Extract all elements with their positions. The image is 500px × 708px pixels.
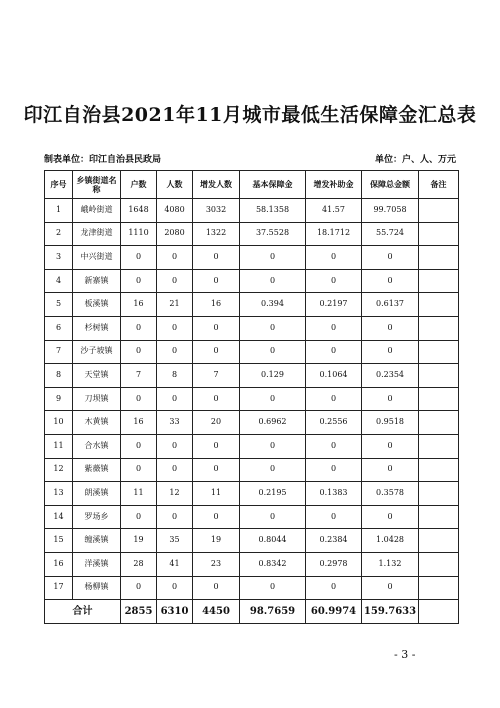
- table-cell: 龙津街道: [73, 222, 121, 246]
- table-cell: 0: [193, 269, 240, 293]
- table-cell: [419, 411, 459, 435]
- table-cell: 0: [157, 269, 193, 293]
- table-cell: 12: [45, 458, 73, 482]
- total-label: 合计: [45, 600, 121, 624]
- table-cell: 0.2978: [306, 552, 362, 576]
- table-row: [45, 269, 459, 293]
- table-cell: [419, 529, 459, 553]
- table-cell: 28: [121, 552, 157, 576]
- table-cell: 1110: [121, 222, 157, 246]
- table-cell: 5: [45, 293, 73, 317]
- table-cell: 杉树镇: [73, 316, 121, 340]
- table-cell: 0.6137: [362, 293, 419, 317]
- table-cell: 33: [157, 411, 193, 435]
- table-cell: 3: [45, 246, 73, 270]
- unit-note: 单位：户、人、万元: [374, 155, 456, 165]
- table-cell: [419, 458, 459, 482]
- header-row: [45, 171, 459, 199]
- total-cell: 6310: [157, 600, 193, 624]
- table-cell: 0.2195: [240, 482, 306, 506]
- table-cell: 0: [240, 505, 306, 529]
- table-row: [45, 434, 459, 458]
- table-cell: 12: [157, 482, 193, 506]
- table-cell: 0: [121, 340, 157, 364]
- table-cell: 刀坝镇: [73, 387, 121, 411]
- table-cell: 罗场乡: [73, 505, 121, 529]
- table-cell: 21: [157, 293, 193, 317]
- table-cell: 峨岭街道: [73, 199, 121, 223]
- table-row: [45, 199, 459, 223]
- table-cell: 0.129: [240, 364, 306, 388]
- table-cell: 0.2556: [306, 411, 362, 435]
- table-cell: 新寨镇: [73, 269, 121, 293]
- table-cell: 0: [193, 316, 240, 340]
- table-cell: 13: [45, 482, 73, 506]
- table-cell: 0.6962: [240, 411, 306, 435]
- table-cell: 14: [45, 505, 73, 529]
- table-cell: 0: [240, 340, 306, 364]
- table-cell: 0.9518: [362, 411, 419, 435]
- table-cell: [419, 364, 459, 388]
- table-row: [45, 505, 459, 529]
- table-cell: 0: [157, 458, 193, 482]
- table-cell: 0.1064: [306, 364, 362, 388]
- table-cell: 0: [362, 246, 419, 270]
- table-cell: 0.1383: [306, 482, 362, 506]
- table-cell: 0: [362, 576, 419, 600]
- table-cell: [419, 340, 459, 364]
- table-cell: [419, 316, 459, 340]
- table-cell: 0.394: [240, 293, 306, 317]
- table-row: [45, 222, 459, 246]
- table-cell: 0: [121, 576, 157, 600]
- table-cell: 58.1358: [240, 199, 306, 223]
- table-cell: 16: [121, 411, 157, 435]
- total-cell: 2855: [121, 600, 157, 624]
- table-cell: 合水镇: [73, 434, 121, 458]
- summary-table: [44, 170, 459, 624]
- table-cell: 99.7058: [362, 199, 419, 223]
- table-cell: 0: [157, 576, 193, 600]
- col-header-index: 序号: [45, 171, 73, 199]
- table-cell: 41: [157, 552, 193, 576]
- table-cell: 0: [157, 316, 193, 340]
- table-row: [45, 340, 459, 364]
- table-cell: 6: [45, 316, 73, 340]
- table-cell: 0.2197: [306, 293, 362, 317]
- table-cell: 0: [157, 434, 193, 458]
- table-cell: 4: [45, 269, 73, 293]
- table-cell: [419, 199, 459, 223]
- table-cell: 0: [362, 340, 419, 364]
- table-cell: 0: [240, 576, 306, 600]
- table-cell: 0: [240, 246, 306, 270]
- table-cell: [419, 387, 459, 411]
- table-cell: 0.2384: [306, 529, 362, 553]
- table-cell: 0: [121, 316, 157, 340]
- table-cell: 0: [121, 269, 157, 293]
- table-cell: 0: [240, 458, 306, 482]
- table-cell: 7: [121, 364, 157, 388]
- table-row: [45, 529, 459, 553]
- table-cell: 16: [45, 552, 73, 576]
- table-cell: 洋溪镇: [73, 552, 121, 576]
- col-header-persons: 人数: [157, 171, 193, 199]
- table-cell: 0: [362, 458, 419, 482]
- table-cell: 0: [362, 434, 419, 458]
- table-cell: 0: [157, 387, 193, 411]
- table-cell: 9: [45, 387, 73, 411]
- table-cell: 0: [306, 576, 362, 600]
- col-header-remarks: 备注: [419, 171, 459, 199]
- table-cell: 0.2354: [362, 364, 419, 388]
- table-cell: 0: [121, 246, 157, 270]
- table-cell: 1.0428: [362, 529, 419, 553]
- table-cell: 16: [121, 293, 157, 317]
- table-cell: 10: [45, 411, 73, 435]
- table-cell: 0: [193, 340, 240, 364]
- issuing-unit: 制表单位：印江自治县民政局: [44, 155, 162, 165]
- table-row: [45, 458, 459, 482]
- table-cell: 天堂镇: [73, 364, 121, 388]
- col-header-basic-fund: 基本保障金: [240, 171, 306, 199]
- table-cell: 11: [121, 482, 157, 506]
- table-cell: 0: [306, 340, 362, 364]
- table-cell: [419, 222, 459, 246]
- total-row: [45, 600, 459, 624]
- table-cell: 0: [193, 387, 240, 411]
- total-cell: [419, 600, 459, 624]
- table-cell: 0: [240, 316, 306, 340]
- table-cell: [419, 434, 459, 458]
- table-cell: 0: [193, 576, 240, 600]
- total-cell: 159.7633: [362, 600, 419, 624]
- table-cell: 0: [193, 434, 240, 458]
- table-row: [45, 246, 459, 270]
- table-cell: [419, 576, 459, 600]
- table-cell: 2080: [157, 222, 193, 246]
- table-cell: 0: [362, 316, 419, 340]
- table-cell: 朗溪镇: [73, 482, 121, 506]
- table-cell: 0: [121, 458, 157, 482]
- table-cell: 0: [121, 505, 157, 529]
- table-cell: 16: [193, 293, 240, 317]
- col-header-extra-persons: 增发人数: [193, 171, 240, 199]
- table-cell: 0: [157, 340, 193, 364]
- total-cell: 98.7659: [240, 600, 306, 624]
- table-cell: 0: [121, 434, 157, 458]
- col-header-extra-fund: 增发补助金: [306, 171, 362, 199]
- total-cell: 4450: [193, 600, 240, 624]
- table-cell: 紫薇镇: [73, 458, 121, 482]
- table-cell: [419, 293, 459, 317]
- table-cell: 3032: [193, 199, 240, 223]
- table-cell: 沙子坡镇: [73, 340, 121, 364]
- table-cell: 11: [45, 434, 73, 458]
- table-cell: 中兴街道: [73, 246, 121, 270]
- col-header-households: 户数: [121, 171, 157, 199]
- table-row: [45, 576, 459, 600]
- table-cell: 0.8044: [240, 529, 306, 553]
- table-cell: 8: [157, 364, 193, 388]
- table-cell: 41.57: [306, 199, 362, 223]
- table-cell: 0.8342: [240, 552, 306, 576]
- table-cell: 0: [121, 387, 157, 411]
- table-cell: 2: [45, 222, 73, 246]
- table-cell: 19: [121, 529, 157, 553]
- table-cell: 0: [362, 269, 419, 293]
- table-cell: [419, 269, 459, 293]
- table-cell: 木黄镇: [73, 411, 121, 435]
- table-cell: 0: [306, 434, 362, 458]
- table-cell: 0: [157, 246, 193, 270]
- table-cell: 0: [193, 458, 240, 482]
- table-cell: 0: [240, 434, 306, 458]
- table-cell: 1322: [193, 222, 240, 246]
- table-cell: [419, 482, 459, 506]
- table-cell: 0: [362, 387, 419, 411]
- table-row: [45, 411, 459, 435]
- table-cell: 0.3578: [362, 482, 419, 506]
- table-cell: 7: [45, 340, 73, 364]
- table-cell: 37.5528: [240, 222, 306, 246]
- table-cell: 55.724: [362, 222, 419, 246]
- table-row: [45, 364, 459, 388]
- document-title: 印江自治县2021年11月城市最低生活保障金汇总表: [23, 104, 477, 126]
- table-cell: [419, 246, 459, 270]
- table-cell: 0: [240, 269, 306, 293]
- table-cell: 7: [193, 364, 240, 388]
- page-number: - 3 -: [394, 648, 416, 661]
- table-row: [45, 316, 459, 340]
- table-cell: 杨柳镇: [73, 576, 121, 600]
- table-cell: 0: [193, 246, 240, 270]
- table-cell: 缠溪镇: [73, 529, 121, 553]
- table-cell: 11: [193, 482, 240, 506]
- table-cell: 0: [306, 316, 362, 340]
- col-header-total-fund: 保障总金额: [362, 171, 419, 199]
- table-cell: 4080: [157, 199, 193, 223]
- table-cell: [419, 505, 459, 529]
- table-cell: 1.132: [362, 552, 419, 576]
- table-cell: 8: [45, 364, 73, 388]
- table-cell: 0: [157, 505, 193, 529]
- table-cell: 板溪镇: [73, 293, 121, 317]
- table-cell: 20: [193, 411, 240, 435]
- table-cell: 35: [157, 529, 193, 553]
- table-row: [45, 552, 459, 576]
- table-cell: 1: [45, 199, 73, 223]
- table-cell: 0: [306, 387, 362, 411]
- table-row: [45, 293, 459, 317]
- table-cell: 18.1712: [306, 222, 362, 246]
- table-cell: 0: [306, 458, 362, 482]
- table-cell: [419, 552, 459, 576]
- table-cell: 0: [306, 269, 362, 293]
- table-cell: 19: [193, 529, 240, 553]
- table-cell: 0: [193, 505, 240, 529]
- col-header-name: 乡镇街道名称: [73, 171, 121, 199]
- table-cell: 0: [306, 505, 362, 529]
- table-cell: 1648: [121, 199, 157, 223]
- table-cell: 0: [362, 505, 419, 529]
- table-cell: 15: [45, 529, 73, 553]
- table-cell: 0: [306, 246, 362, 270]
- table-cell: 17: [45, 576, 73, 600]
- table-cell: 0: [240, 387, 306, 411]
- table-cell: 23: [193, 552, 240, 576]
- table-row: [45, 387, 459, 411]
- total-cell: 60.9974: [306, 600, 362, 624]
- table-row: [45, 482, 459, 506]
